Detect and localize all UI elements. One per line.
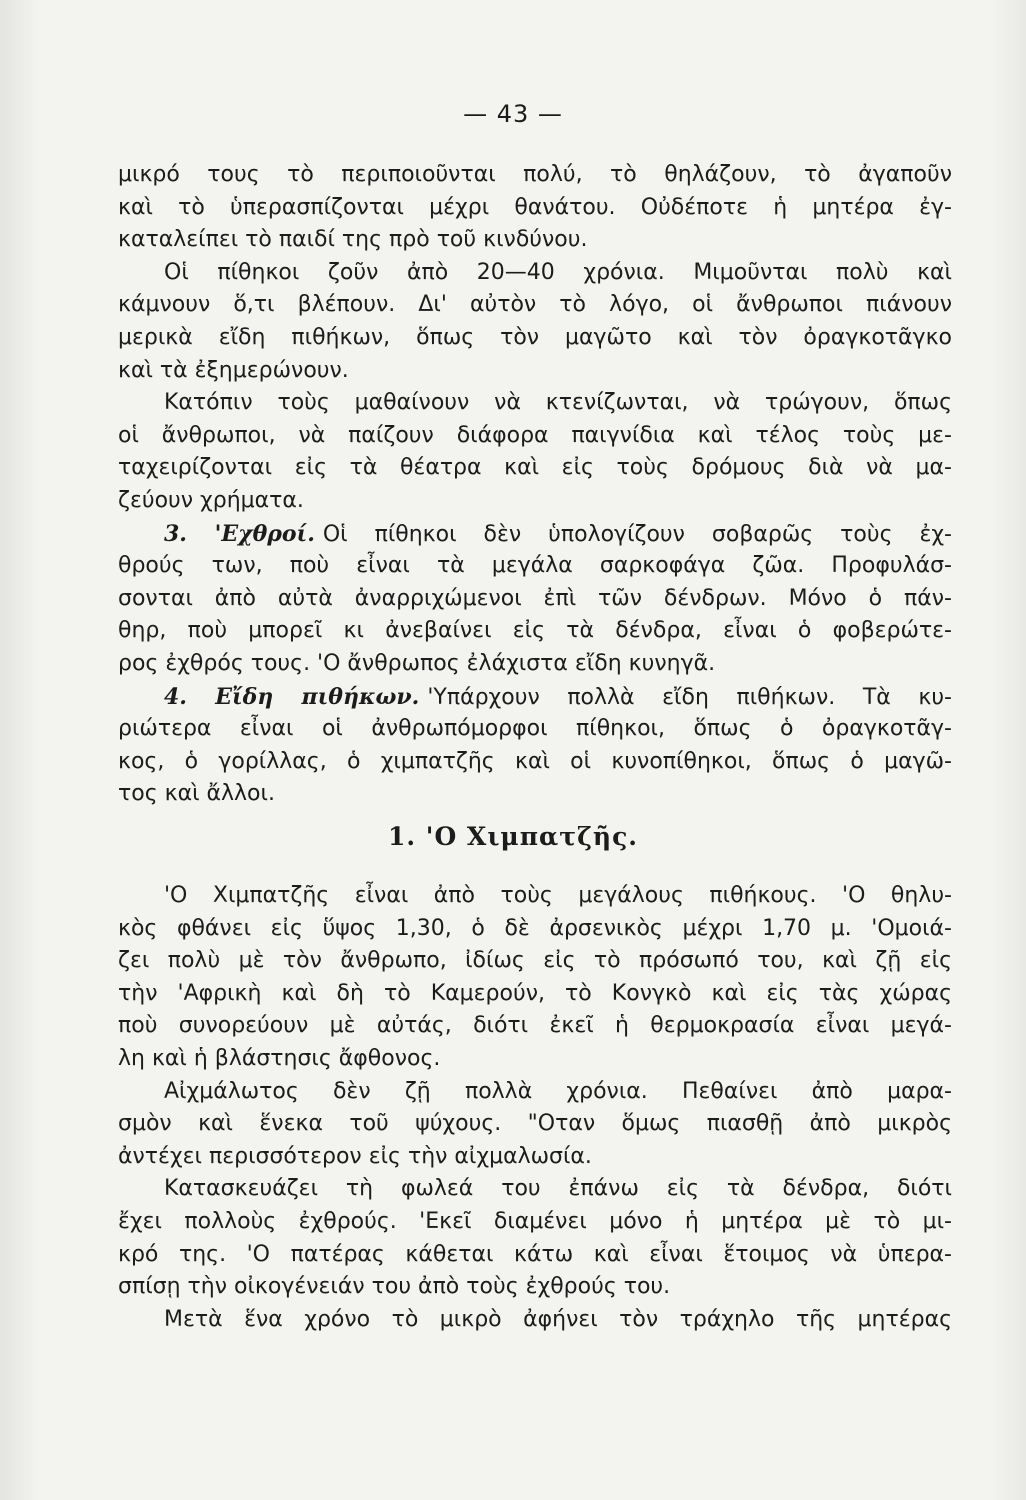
text-line: τὴν 'Αφρικὴ καὶ δὴ τὸ Καμερούν, τὸ Κονγκὸ καὶ εἰς τὰς χώρας [118, 980, 952, 1006]
text-line: 'Ο Χιμπατζῆς εἶναι ἀπὸ τοὺς μεγάλους πιθήκους. 'Ο θηλυ- [164, 883, 952, 908]
text-line: Οἱ πίθηκοι ζοῦν ἀπὸ 20—40 χρόνια. Μιμοῦνται πολὺ καὶ [164, 259, 952, 285]
text-line: οἱ ἄνθρωποι, νὰ παίζουν διάφορα παιγνίδια καὶ τέλος τοὺς με- [118, 422, 952, 448]
text-block-lower [118, 880, 952, 1336]
text-line: Μετὰ ἕνα χρόνο τὸ μικρὸ ἀφήνει τὸν τράχηλο τῆς μητέρας [164, 1306, 952, 1332]
text-line: καταλείπει τὸ παιδί της πρὸ τοῦ κινδύνου. [118, 227, 588, 253]
text-line: ζεύουν χρήματα. [118, 487, 304, 513]
text-line: μερικὰ εἴδη πιθήκων, ὅπως τὸν μαγῶτο καὶ τὸν ὀραγκοτᾶγκο [118, 324, 952, 350]
subsection-label-enemies: 3. 'Εχθροί. [164, 520, 315, 547]
text-line: κάμνουν ὅ,τι βλέπουν. Δι' αὐτὸν τὸ λόγο, οἱ ἄνθρωποι πιάνουν [118, 292, 952, 318]
text-line: καὶ τὰ ἐξημερώνουν. [118, 357, 349, 383]
text-line: ἀντέχει περισσότερον εἰς τὴν αἰχμαλωσία. [118, 1143, 592, 1169]
text-line: κος, ὁ γορίλλας, ὁ χιμπατζῆς καὶ οἱ κυνοπίθηκοι, ὅπως ὁ μαγῶ- [118, 748, 952, 774]
text-line: λη καὶ ἡ βλάστησις ἄφθονος. [118, 1045, 441, 1071]
text-line: θηρ, ποὺ μπορεῖ κι ἀνεβαίνει εἰς τὰ δένδρα, εἶναι ὁ φοβερώτε- [118, 618, 952, 644]
text-line: ρος ἐχθρός τους. 'Ο ἄνθρωπος ἐλάχιστα εἴδη κυνηγᾶ. [118, 650, 716, 676]
text-line: καὶ τὸ ὑπερασπίζονται μέχρι θανάτου. Οὐδέποτε ἡ μητέρα ἐγ- [118, 194, 952, 220]
page-number: — 43 — [463, 100, 563, 128]
paragraph-enemies [118, 518, 952, 551]
text-line: ποὺ συνορεύουν μὲ αὐτάς, διότι ἐκεῖ ἡ θερμοκρασία εἶναι μεγά- [118, 1013, 952, 1039]
text-run: 'Υπάρχουν πολλὰ εἴδη πιθήκων. Τὰ κυ- [427, 684, 952, 710]
text-line: Αἰχμάλωτος δὲν ζῇ πολλὰ χρόνια. Πεθαίνει ἀπὸ μαρα- [164, 1078, 952, 1104]
text-run: Οἱ πίθηκοι δὲν ὑπολογίζουν σοβαρῶς τοὺς ἐχ- [322, 521, 952, 547]
subsection-label-species: 4. Εἴδη πιθήκων. [164, 683, 420, 710]
text-line: κὸς φθάνει εἰς ὕψος 1,30, ὁ δὲ ἀρσενικὸς μέχρι 1,70 μ. 'Ομοιά- [118, 915, 952, 941]
text-line: θρούς των, ποὺ εἶναι τὰ μεγάλα σαρκοφάγα ζῶα. Προφυλάσ- [118, 553, 952, 579]
section-heading: 1. 'Ο Χιμπατζῆς. [388, 822, 638, 851]
text-line: ταχειρίζονται εἰς τὰ θέατρα καὶ εἰς τοὺς δρόμους διὰ νὰ μα- [118, 455, 952, 481]
text-block-upper [118, 159, 952, 811]
text-line: Κατασκευάζει τὴ φωλεά του ἐπάνω εἰς τὰ δένδρα, διότι [164, 1176, 952, 1202]
text-line: Κατόπιν τοὺς μαθαίνουν νὰ κτενίζωνται, νὰ τρώγουν, ὅπως [164, 390, 952, 416]
text-line: σμὸν καὶ ἕνεκα τοῦ ψύχους. "Οταν ὅμως πιασθῇ ἀπὸ μικρὸς [118, 1111, 952, 1137]
text-line: σονται ἀπὸ αὐτὰ ἀναρριχώμενοι ἐπὶ τῶν δένδρων. Μόνο ὁ πάν- [118, 585, 952, 611]
text-line: μικρό τους τὸ περιποιοῦνται πολύ, τὸ θηλάζουν, τὸ ἀγαποῦν [118, 162, 952, 187]
text-line: ἔχει πολλοὺς ἐχθρούς. 'Εκεῖ διαμένει μόνο ἡ μητέρα μὲ τὸ μι- [118, 1208, 952, 1234]
text-line: κρό της. 'Ο πατέρας κάθεται κάτω καὶ εἶναι ἕτοιμος νὰ ὑπερα- [118, 1241, 952, 1267]
text-line: ζει πολὺ μὲ τὸν ἄνθρωπο, ἰδίως εἰς τὸ πρόσωπό του, καὶ ζῇ εἰς [118, 948, 952, 974]
paragraph-species [118, 681, 952, 714]
text-line: σπίσῃ τὴν οἰκογένειάν του ἀπὸ τοὺς ἐχθρούς του. [118, 1274, 671, 1300]
text-line: ριώτερα εἶναι οἱ ἀνθρωπόμορφοι πίθηκοι, ὅπως ὁ ὀραγκοτᾶγ- [118, 716, 952, 742]
text-line: τος καὶ ἄλλοι. [118, 781, 275, 807]
